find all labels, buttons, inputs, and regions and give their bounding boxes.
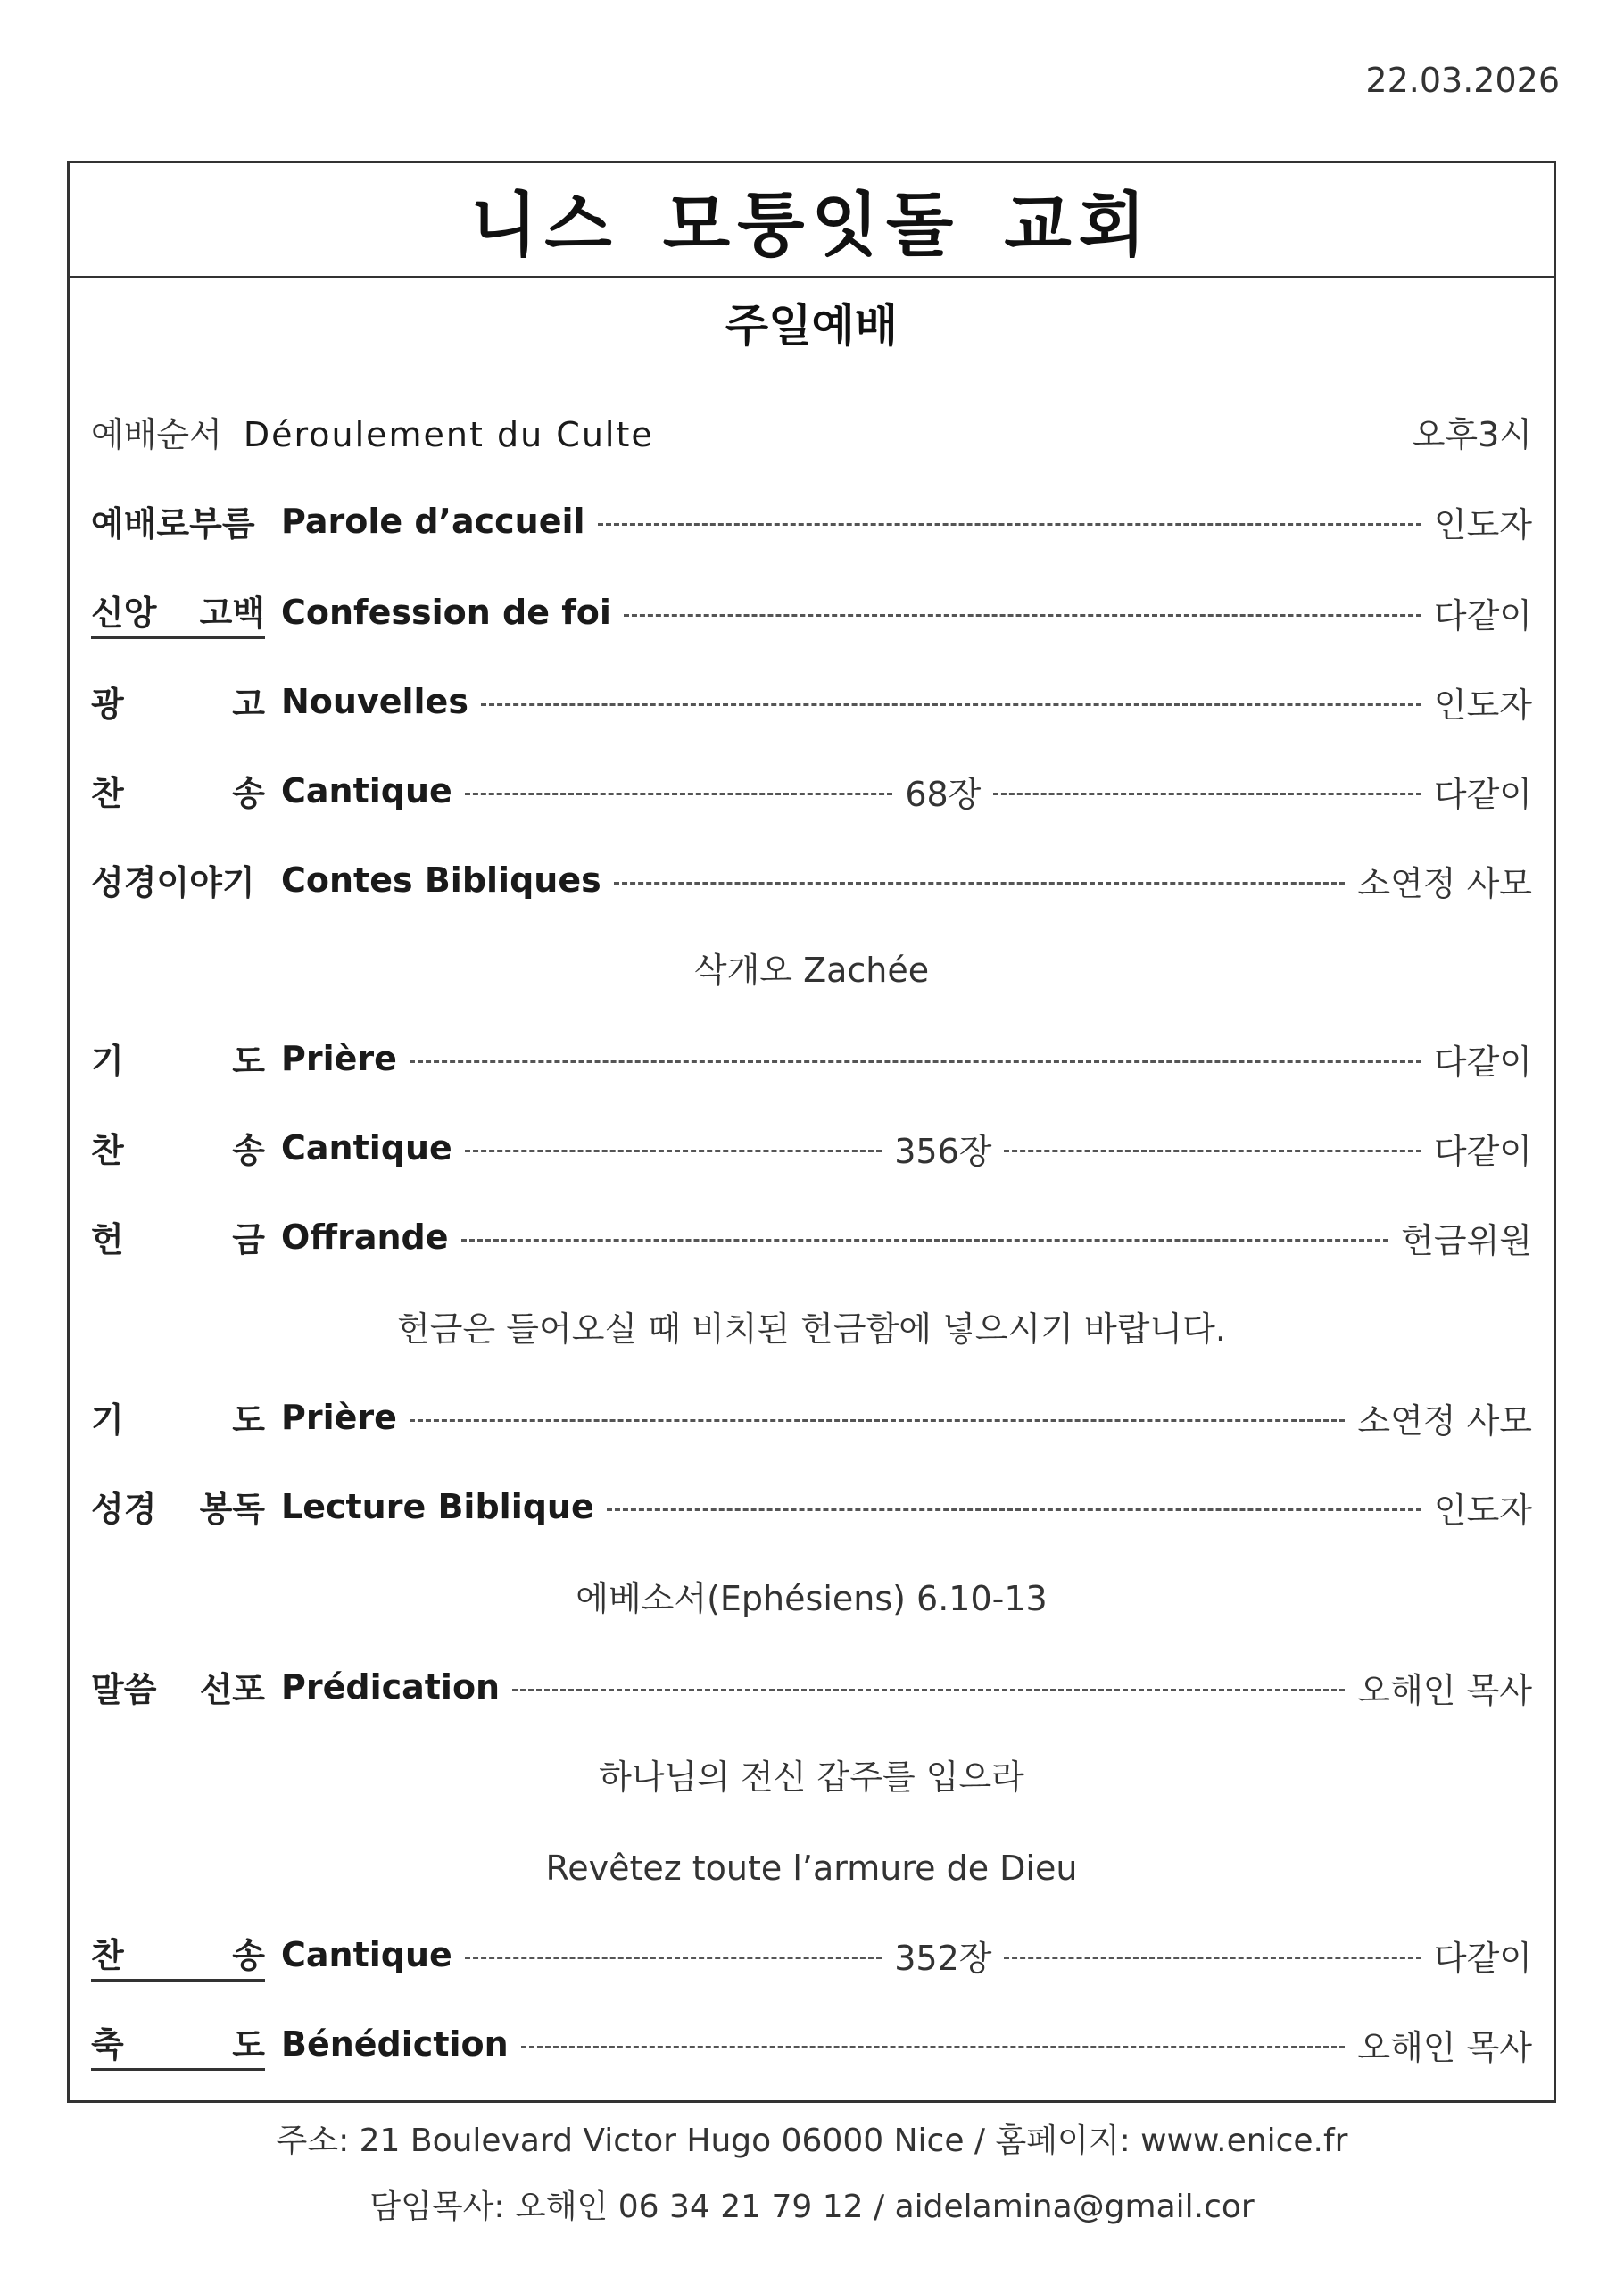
bulletin-frame [67,161,1556,2103]
item-leader-name: 오해인 목사 [1357,2027,1532,2067]
dotted-leader [465,1150,882,1152]
dotted-leader [481,703,1421,706]
item-leader-name: 다같이 [1433,1938,1532,1978]
item-fr-label: Prière [281,1398,397,1437]
item-leader-name: 다같이 [1433,774,1532,814]
order-label-fr: Déroulement du Culte [243,414,654,454]
item-ko-label: 찬 송 [91,1928,265,1982]
item-ko-label: 찬 송 [91,1130,265,1170]
church-header [70,163,1554,278]
item-ko-label: 말씀 선포 [91,1669,265,1709]
order-item-hymn-2 [91,1120,1532,1176]
order-item-confession [91,585,1532,640]
item-leader-name: 인도자 [1433,1490,1532,1530]
order-header [91,404,1532,458]
item-ko-label: 성경 봉독 [91,1489,265,1529]
item-leader-name: 소연정 사모 [1357,1400,1532,1441]
dotted-leader [465,793,893,795]
order-item-offering [91,1209,1532,1265]
order-item-announcements [91,674,1532,729]
hymn-number: 352장 [894,1938,992,1978]
item-leader-name: 오해인 목사 [1357,1670,1532,1710]
item-ko-label: 축 도 [91,2017,265,2071]
sermon-title-ko: 하나님의 전신 갑주를 입으라 [599,1757,1024,1797]
item-fr-label: Cantique [281,771,452,810]
item-leader-name: 인도자 [1433,685,1532,725]
item-leader-name: 소연정 사모 [1357,863,1532,903]
church-address: 주소: 21 Boulevard Victor Hugo 06000 Nice / 홈페이지: www.enice.fr [276,2123,1348,2159]
dotted-leader [410,1060,1421,1063]
bulletin-date: 22.03.2026 [1365,61,1560,100]
church-name: 니스 모퉁잇돌 교회 [469,186,1154,266]
dotted-leader [993,793,1421,795]
item-ko-label: 기 도 [91,1400,265,1440]
dotted-leader [1004,1957,1421,1959]
dotted-leader [1004,1150,1421,1152]
order-item-benediction [91,2016,1532,2072]
dotted-leader [461,1239,1389,1242]
item-leader-name: 다같이 [1433,595,1532,636]
dotted-leader [410,1419,1345,1422]
dotted-leader [521,2046,1346,2048]
sermon-title-fr: Revêtez toute l’armure de Dieu [545,1849,1078,1888]
dotted-leader [598,523,1421,526]
order-item-prayer-2 [91,1390,1532,1445]
item-ko-label: 신앙 고백 [91,586,265,639]
pastor-contact: 담임목사: 오해인 06 34 21 79 12 / aidelamina@gmail.cor [369,2189,1255,2225]
item-fr-label: Bénédiction [281,2024,509,2064]
item-fr-label: Lecture Biblique [281,1487,594,1526]
service-time: 오후3시 [1412,414,1532,454]
item-leader-name: 헌금위원 [1401,1220,1532,1260]
item-ko-label: 예배로부름 [91,503,255,544]
item-ko-label: 광 고 [91,684,265,724]
item-fr-label: Nouvelles [281,682,468,721]
item-ko-label: 기 도 [91,1041,265,1081]
hymn-number: 68장 [905,774,982,814]
order-item-call-to-worship [91,494,1532,549]
order-item-hymn-3 [91,1927,1532,1982]
offering-note: 헌금은 들어오실 때 비치된 헌금함에 넣으시기 바랍니다. [397,1309,1226,1349]
order-item-hymn-1 [91,763,1532,818]
dotted-leader [465,1957,882,1959]
item-fr-label: Cantique [281,1128,452,1167]
item-fr-label: Cantique [281,1935,452,1974]
item-leader-name: 다같이 [1433,1042,1532,1082]
order-label-ko: 예배순서 [91,414,222,454]
item-ko-label: 성경이야기 [91,862,255,902]
dotted-leader [614,882,1346,885]
item-fr-label: Parole d’accueil [281,502,585,541]
dotted-leader [512,1689,1345,1691]
item-fr-label: Prière [281,1039,397,1078]
item-leader-name: 다같이 [1433,1131,1532,1171]
dotted-leader [607,1508,1421,1511]
scripture-reference: 에베소서(Ephésiens) 6.10-13 [576,1579,1048,1618]
order-item-sermon [91,1659,1532,1715]
service-title: 주일예배 [725,300,899,352]
order-item-bible-story [91,852,1532,908]
item-leader-name: 인도자 [1433,504,1532,544]
item-fr-label: Confession de foi [281,593,611,632]
order-item-scripture-reading [91,1479,1532,1534]
item-fr-label: Contes Bibliques [281,860,601,900]
item-ko-label: 찬 송 [91,773,265,813]
hymn-number: 356장 [894,1131,992,1171]
order-item-prayer-1 [91,1031,1532,1086]
item-fr-label: Prédication [281,1667,501,1707]
item-ko-label: 헌 금 [91,1219,265,1259]
dotted-leader [624,614,1421,617]
item-fr-label: Offrande [281,1217,449,1257]
bible-story-title: 삭개오 Zachée [693,951,930,990]
